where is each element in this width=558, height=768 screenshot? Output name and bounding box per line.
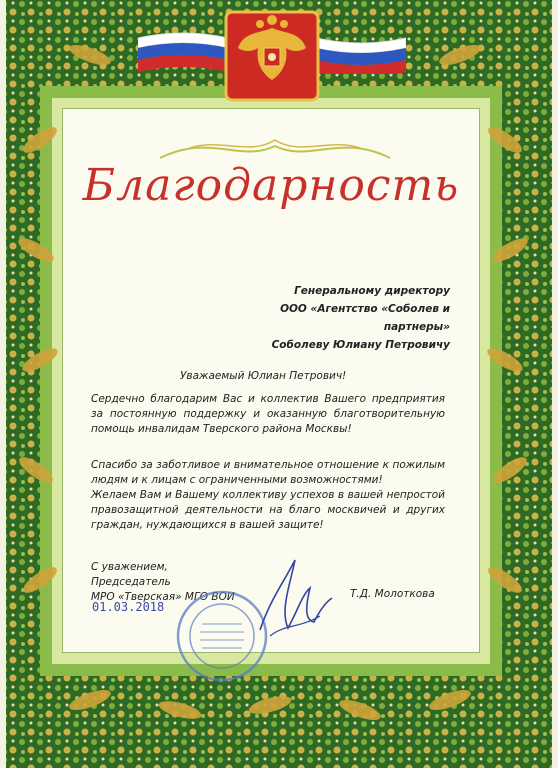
greeting: Уважаемый Юлиан Петрович! xyxy=(180,370,347,382)
addressee-position: Генеральному директору xyxy=(294,285,450,297)
paragraph-thanks: Сердечно благодарим Вас и коллектив Вашего предприятия за постоянную поддержку и оказанную благотворительную помощь инвалидам Тверского района Москвы! xyxy=(91,393,445,435)
document-title: Благодарность xyxy=(82,160,460,211)
handwritten-date: 01.03.2018 xyxy=(92,600,165,614)
closing-regards: С уважением, xyxy=(91,561,168,573)
closing-position: Председатель xyxy=(91,576,171,588)
addressee-name: Соболеву Юлиану Петровичу xyxy=(271,339,450,351)
handwritten-signature xyxy=(240,540,340,650)
flag-left xyxy=(138,28,228,74)
closing-organization: МРО «Тверская» МГО ВОИ xyxy=(91,591,235,603)
flag-right xyxy=(316,28,406,74)
paragraph-wishes: Желаем Вам и Вашему коллективу успехов в вашей непростой правозащитной деятельности на благо москвичей и других граждан, нуждающихся в вашей защите! xyxy=(91,489,445,531)
paragraph-gratitude: Спасибо за заботливое и внимательное отношение к пожилым людям и к лицам с ограниченными возможностями! xyxy=(91,459,445,486)
addressee-block xyxy=(260,282,450,354)
coat-of-arms-emblem xyxy=(222,8,322,104)
signer-name: Т.Д. Молоткова xyxy=(350,588,435,600)
addressee-company: ООО «Агентство «Соболев и партнеры» xyxy=(280,303,450,333)
